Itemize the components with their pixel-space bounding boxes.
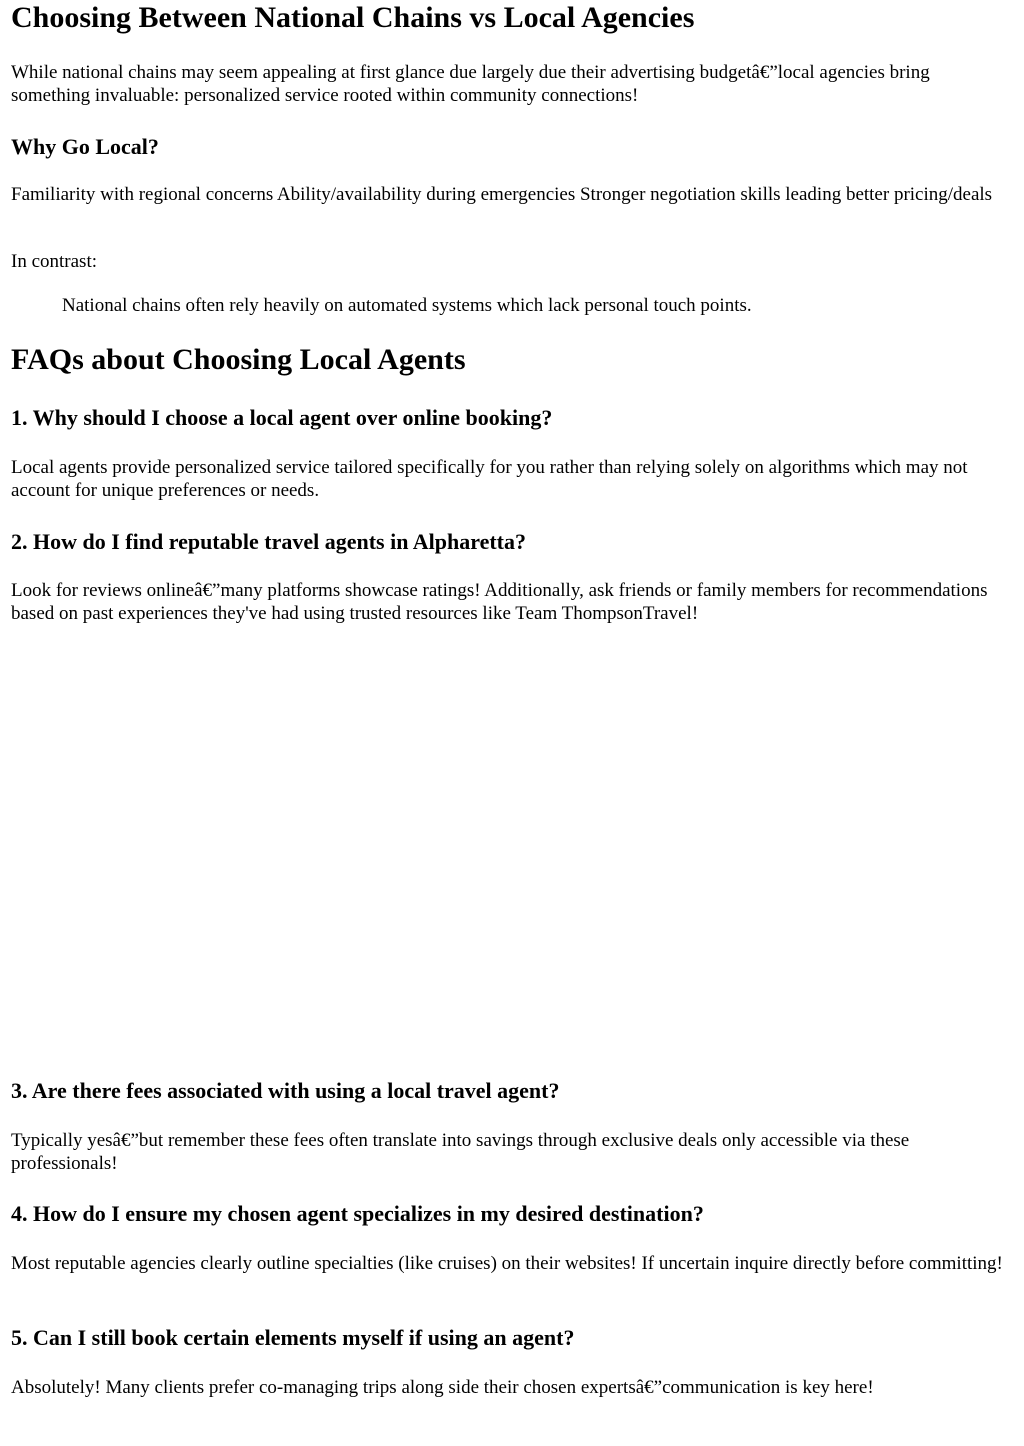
- contrast-quote: National chains often rely heavily on automated systems which lack personal touch points.: [62, 295, 752, 316]
- why-local-paragraph: Familiarity with regional concerns Ability/availability during emergencies Stronger negotiation skills leading better pricing/deals: [11, 184, 993, 205]
- faq-question-2: 2. How do I find reputable travel agents in Alpharetta?: [11, 529, 526, 554]
- contrast-label: In contrast:: [11, 251, 98, 272]
- faq-question-5: 5. Can I still book certain elements myself if using an agent?: [11, 1325, 575, 1350]
- faq-question-4: 4. How do I ensure my chosen agent specializes in my desired destination?: [11, 1201, 704, 1226]
- faq-title: FAQs about Choosing Local Agents: [11, 343, 466, 376]
- faq-question-3: 3. Are there fees associated with using a local travel agent?: [11, 1078, 560, 1103]
- faq-answer-3: Typically yesâ€”but remember these fees often translate into savings through exclusive deals only accessible via these professionals!: [11, 1130, 910, 1174]
- why-local-heading: Why Go Local?: [11, 134, 159, 159]
- faq-answer-5: Absolutely! Many clients prefer co-managing trips along side their chosen expertsâ€”communication is key here!: [11, 1377, 874, 1398]
- section-title: Choosing Between National Chains vs Local Agencies: [11, 1, 695, 34]
- faq-answer-2: Look for reviews onlineâ€”many platforms showcase ratings! Additionally, ask friends or family members for recommendations based on past experiences they've had using trusted resources like Team ThompsonTravel!: [11, 580, 988, 624]
- blank-space: [11, 640, 1013, 1060]
- faq-question-1: 1. Why should I choose a local agent over online booking?: [11, 405, 553, 430]
- faq-answer-4: Most reputable agencies clearly outline specialties (like cruises) on their websites! If uncertain inquire directly before committing!: [11, 1253, 1003, 1274]
- faq-answer-1: Local agents provide personalized service tailored specifically for you rather than relying solely on algorithms which may not account for unique preferences or needs.: [11, 457, 968, 501]
- intro-paragraph: While national chains may seem appealing at first glance due largely due their advertising budgetâ€”local agencies bring something invaluable: personalized service rooted within community connections!: [11, 62, 930, 106]
